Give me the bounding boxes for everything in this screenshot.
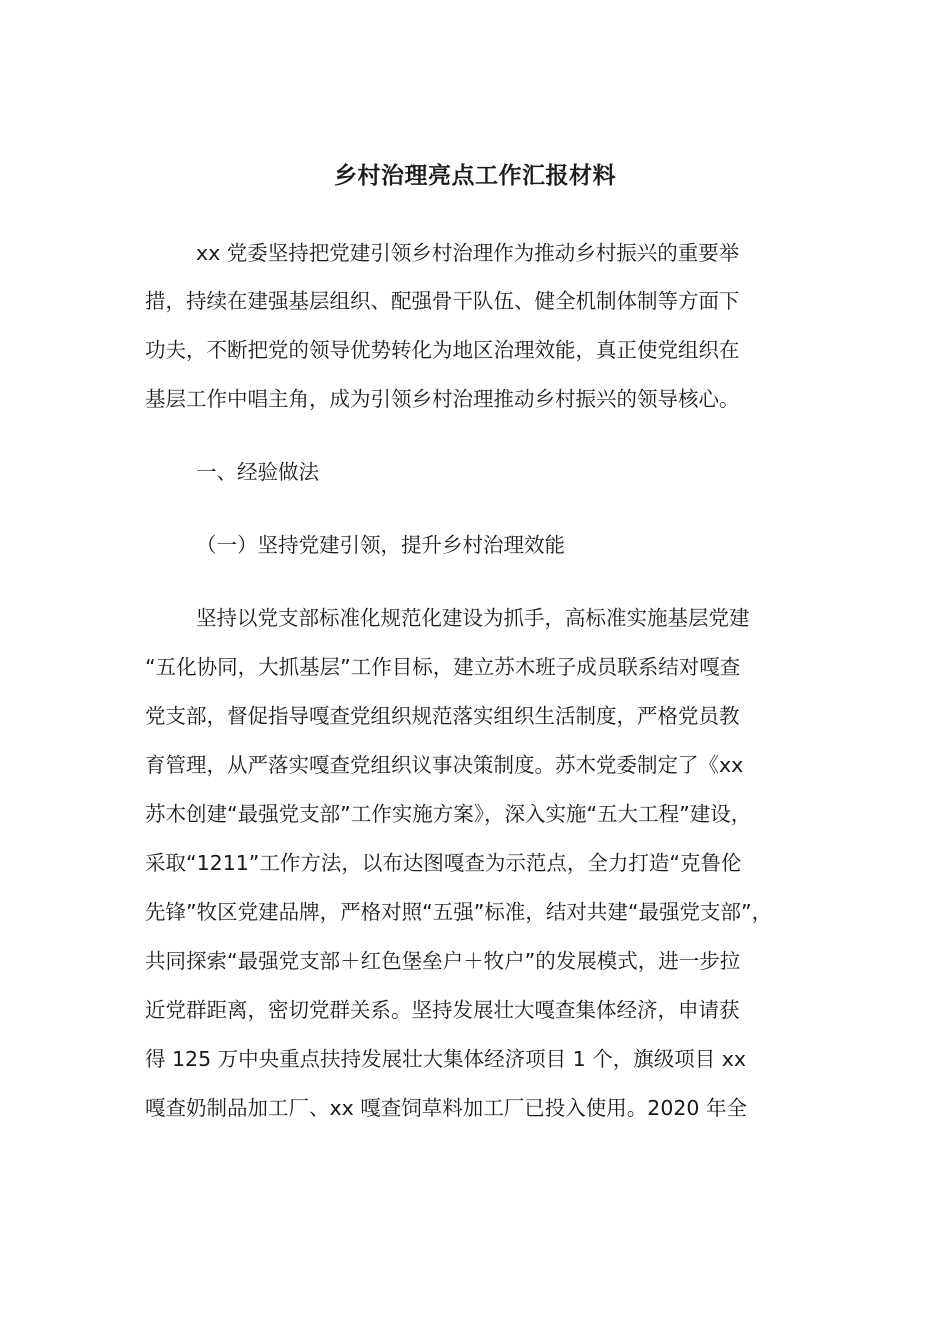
intro-line: 措，持续在建强基层组织、配强骨干队伍、健全机制体制等方面下 <box>145 289 740 313</box>
intro-line: 基层工作中唱主角，成为引领乡村治理推动乡村振兴的领导核心。 <box>145 387 740 411</box>
body-line: 育管理，从严落实嘎查党组织议事决策制度。苏木党委制定了《xx <box>145 753 744 777</box>
section-heading: 一、经验做法 <box>196 460 319 484</box>
body-line: 坚持以党支部标准化规范化建设为抓手，高标准实施基层党建 <box>196 606 750 630</box>
body-line: 得 125 万中央重点扶持发展壮大集体经济项目 1 个，旗级项目 xx <box>145 1047 747 1071</box>
body-line: “五化协同，大抓基层”工作目标，建立苏木班子成员联系结对嘎查 <box>145 655 741 679</box>
intro-line: 功夫，不断把党的领导优势转化为地区治理效能，真正使党组织在 <box>145 338 740 362</box>
body-line: 采取“1211”工作方法，以布达图嘎查为示范点，全力打造“克鲁伦 <box>145 851 742 875</box>
document-title: 乡村治理亮点工作汇报材料 <box>334 163 616 189</box>
body-line: 先锋”牧区党建品牌，严格对照“五强”标准，结对共建“最强党支部”， <box>145 900 773 924</box>
body-line: 党支部，督促指导嘎查党组织规范落实组织生活制度，严格党员教 <box>145 704 740 728</box>
intro-line: xx 党委坚持把党建引领乡村治理作为推动乡村振兴的重要举 <box>196 241 740 265</box>
body-line: 共同探索“最强党支部＋红色堡垒户＋牧户”的发展模式，进一步拉 <box>145 949 741 973</box>
body-line: 近党群距离，密切党群关系。坚持发展壮大嘎查集体经济，申请获 <box>145 998 740 1022</box>
subsection-heading: （一）坚持党建引领，提升乡村治理效能 <box>196 533 565 557</box>
body-line: 苏木创建“最强党支部”工作实施方案》，深入实施“五大工程”建设， <box>145 802 752 826</box>
body-line: 嘎查奶制品加工厂、xx 嘎查饲草料加工厂已投入使用。2020 年全 <box>145 1096 747 1120</box>
